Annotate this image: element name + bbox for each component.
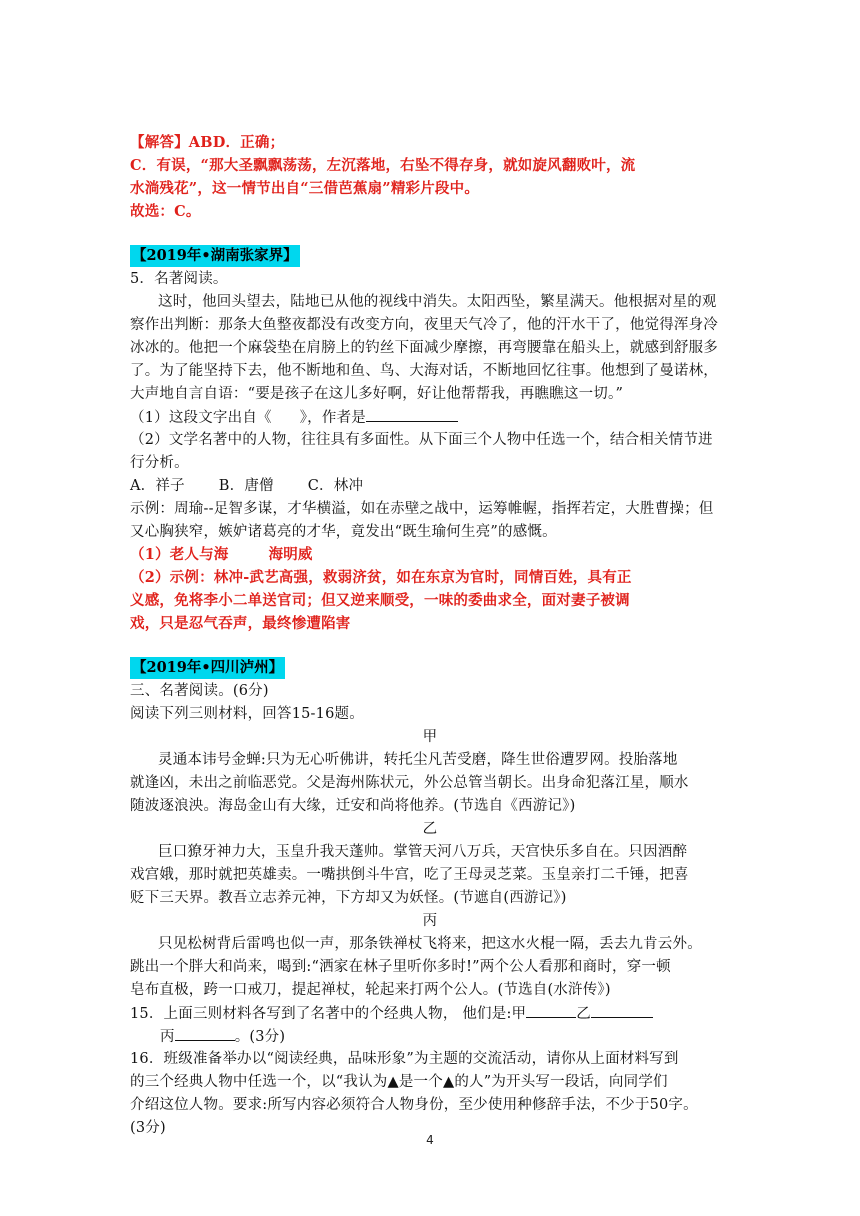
material-line: 巨口獠牙神力大，玉皇升我天蓬帅。掌管天河八万兵，天宫快乐多自在。只因酒醉	[158, 844, 688, 860]
material-line: 跳出一个胖大和尚来，喝到:“洒家在林子里听你多时!”两个公人看那和商时，穿一顿	[130, 959, 671, 975]
passage-line: 这时，他回头望去，陆地已从他的视线中消失。太阳西坠，繁星满天。他根据对星的观	[158, 294, 717, 310]
answer-blank-bing[interactable]	[175, 1025, 235, 1041]
section-tag-zhangjiajie: 【2019年•湖南张家界】	[130, 245, 300, 267]
question-2-line: 行分析。	[130, 455, 189, 471]
question-1-part-a: （1）这段文字出自《	[130, 410, 272, 426]
option-c: C．林冲	[307, 478, 364, 494]
page-number: 4	[426, 1133, 434, 1147]
material-label-bing: 丙	[422, 913, 438, 929]
answer-line-1: 【解答】ABD．正确；	[130, 134, 285, 151]
answer-1-author: 海明威	[268, 546, 313, 563]
section-heading: 三、名著阅读。(6分)	[130, 683, 269, 699]
options-row	[130, 475, 730, 497]
passage-line: 察作出判断：那条大鱼整夜都没有改变方向，夜里天气冷了，他的汗水干了，他觉得浑身冷	[130, 317, 718, 333]
question-16-line: (3分)	[130, 1120, 166, 1136]
answer-blank-yi[interactable]	[591, 1002, 653, 1018]
question-15-yi: 乙	[576, 1006, 591, 1022]
example-line: 又心胸狭窄，嫉妒诸葛亮的才华，竟发出“既生瑜何生亮”的感慨。	[130, 524, 557, 540]
question-15	[130, 1002, 730, 1025]
section-tag-luzhou: 【2019年•四川泸州】	[130, 657, 285, 679]
question-16-line: 介绍这位人物。要求:所写内容必须符合人物身份，至少使用种修辞手法，不少于50字。	[130, 1097, 698, 1113]
answer-line-3: 水淌残花”，这一情节出自“三借芭蕉扇”精彩片段中。	[130, 180, 480, 197]
material-line: 只见松树背后雷鸣也似一声，那条铁禅杖飞将来，把这水火棍一隔，丢去九肯云外。	[158, 936, 702, 952]
option-b: B．唐僧	[218, 478, 274, 494]
answer-2-line: 义感，免将李小二单送官司；但又逆来顺受，一味的委曲求全，面对妻子被调	[130, 592, 630, 609]
answer-1-book: （1）老人与海	[130, 546, 229, 563]
passage-line: 冰冰的。他把一个麻袋垫在肩膀上的钓丝下面减少摩擦，再弯腰靠在船头上，就感到舒服多	[130, 340, 718, 356]
material-label-jia: 甲	[422, 729, 438, 745]
question-1-part-b: 》，作者是	[299, 410, 366, 426]
passage-line: 大声地自言自语：“要是孩子在这儿多好啊，好让他帮帮我，再瞧瞧这一切。”	[130, 386, 624, 402]
question-16-line: 16．班级准备举办以“阅读经典，品味形象”为主题的交流活动，请你从上面材料写到	[130, 1051, 679, 1067]
question-1	[130, 406, 730, 429]
material-line: 随波逐浪泱。海岛金山有大缘，迁安和尚将他养。(节选自《西游记》)	[130, 798, 576, 814]
answer-blank[interactable]	[366, 406, 458, 422]
answer-line-4: 故选：C。	[130, 203, 201, 220]
answer-1	[130, 544, 730, 566]
material-label-yi: 乙	[422, 821, 438, 837]
answer-blank-jia[interactable]	[526, 1002, 576, 1018]
answer-line-2: C．有误，“那大圣飘飘荡荡，左沉落地，右坠不得存身，就如旋风翻败叶，流	[130, 157, 636, 174]
passage-line: 了。为了能坚持下去，他不断地和鱼、鸟、大海对话，不断地回忆往事。他想到了曼诺林，	[130, 363, 718, 379]
option-a: A．祥子	[130, 478, 185, 494]
answer-2-line: 戏，只是忍气吞声，最终惨遭陷害	[130, 615, 351, 632]
question-2-line: （2）文学名著中的人物，往往具有多面性。从下面三个人物中任选一个，结合相关情节进	[130, 432, 713, 448]
material-line: 灵通本讳号金蝉:只为无心听佛讲，转托尘凡苦受磨，降生世俗遭罗网。投胎落地	[158, 752, 678, 768]
question-16-line: 的三个经典人物中任选一个，以“我认为▲是一个▲的人”为开头写一段话，向同学们	[130, 1074, 668, 1090]
answer-2-line: （2）示例：林冲-武艺高强，救弱济贫，如在东京为官时，同情百姓，具有正	[130, 569, 632, 586]
material-line: 贬下三天界。教吾立志养元神，下方却又为妖怪。(节遮自(西游记》)	[130, 890, 567, 906]
section-instruction: 阅读下列三则材料，回答15-16题。	[130, 706, 364, 722]
question-15-bing: 丙	[160, 1029, 175, 1045]
question-15-text: 15．上面三则材料各写到了名著中的个经典人物， 他们是:甲	[130, 1006, 527, 1022]
question-15-cont	[130, 1025, 730, 1048]
question-15-score: 。(3分)	[234, 1029, 286, 1045]
example-line: 示例：周瑜--足智多谋，才华横溢，如在赤壁之战中，运筹帷幄，指挥若定，大胜曹操；但	[130, 501, 714, 517]
question-title: 5．名著阅读。	[130, 271, 228, 287]
material-line: 皂布直极，跨一口戒刀，提起禅杖，轮起来打两个公人。(节选自(水浒传》)	[130, 982, 611, 998]
material-line: 戏宫娥，那时就把英雄卖。一嘴拱倒斗牛宫，吃了王母灵芝菜。玉皇亲打二千锤，把喜	[130, 867, 689, 883]
material-line: 就逢凶，未出之前临恶党。父是海州陈状元，外公总管当朝长。出身命犯落江星，顺水	[130, 775, 689, 791]
